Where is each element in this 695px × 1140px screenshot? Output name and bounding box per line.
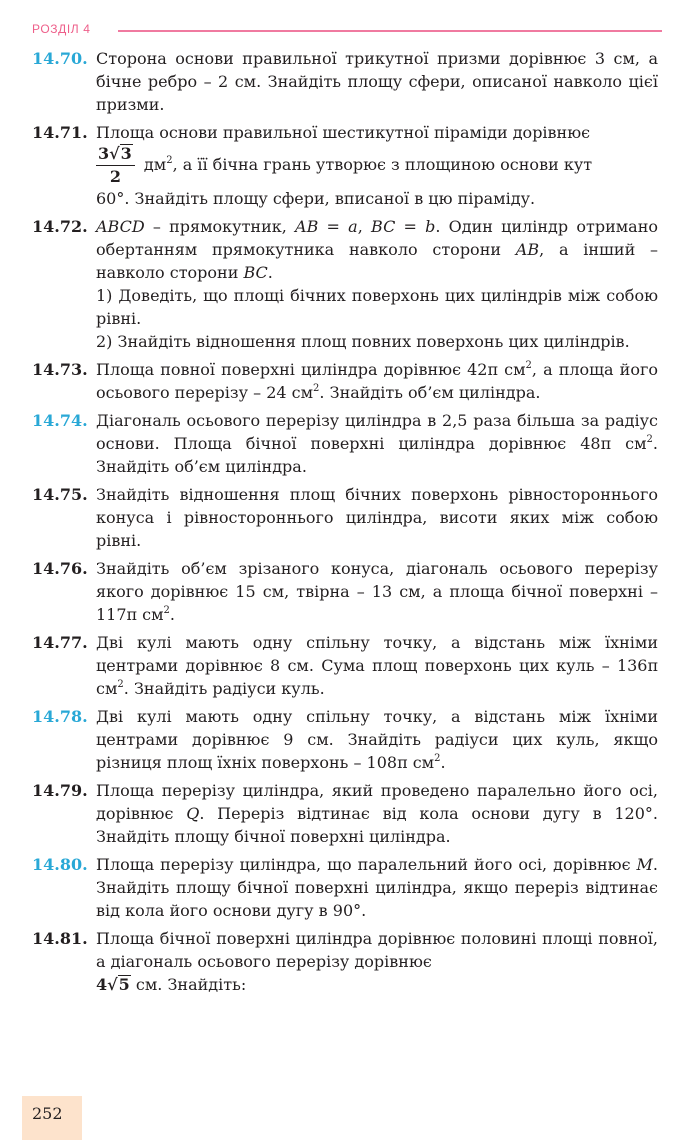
problem-14-80	[32, 853, 658, 922]
problem-number: 14.77.	[32, 633, 88, 652]
problem-text: Площа повної поверхні циліндра дорівнює 42π $см^2$, а площа його осьового перерізу – 24 $см^2$. Знайдіть об’єм циліндра.	[96, 359, 658, 402]
header-rule	[118, 30, 662, 32]
problem-text: Сторона основи правильної трикутної призми дорівнює 3 см, а бічне ребро – 2 см. Знайдіть площу сфери, описаної навколо цієї призми.	[96, 49, 658, 114]
problem-text: Площа перерізу циліндра, який проведено паралельно його осі, дорівнює Q. Переріз відтинає від кола основи дугу в 120°. Знайдіть площу бічної поверхні циліндра.	[96, 781, 659, 846]
problem-text: Діагональ осьового перерізу циліндра в 2,5 раза більша за радіус основи. Площа бічної поверхні циліндра дорівнює 48π $см^2$. Знайдіть об’єм циліндра.	[96, 411, 658, 476]
problem-number: 14.78.	[32, 707, 88, 726]
sub-item: 2) Знайдіть відношення площ повних поверхонь цих циліндрів.	[96, 332, 630, 351]
problem-number: 14.81.	[32, 929, 88, 948]
problem-14-78	[32, 705, 658, 774]
problem-number: 14.70.	[32, 49, 88, 68]
problem-number: 14.73.	[32, 360, 88, 379]
page-header	[32, 20, 662, 40]
problem-14-70	[32, 47, 658, 116]
problem-text: Площа бічної поверхні циліндра дорівнює половині площі повної, а діагональ осьового перерізу дорівнює 4√5 см. Знайдіть:	[96, 929, 658, 994]
problem-text: Площа перерізу циліндра, що паралельний його осі, дорівнює M. Знайдіть площу бічної поверхні циліндра, якщо переріз відтинає від кола його основи дугу в 90°.	[96, 855, 658, 920]
sub-item: 1) Доведіть, що площі бічних поверхонь цих циліндрів між собою рівні.	[96, 286, 658, 328]
radical-expression: 4√5	[96, 975, 130, 994]
problem-number: 14.79.	[32, 781, 88, 800]
problem-text: Дві кулі мають одну спільну точку, а відстань між їхніми центрами дорівнює 9 см. Знайдіть радіуси цих куль, якщо різниця площ їхніх поверхонь – 108π $см^2$.	[96, 707, 658, 772]
problem-text: Площа основи правильної шестикутної піраміди дорівнює $\frac{3√3}{2}$ $дм^2$, а її бічна грань утворює з площиною основи кут 60°. Знайдіть площу сфери, вписаної в цю піраміду.	[96, 123, 593, 208]
section-label: РОЗДІЛ 4	[32, 22, 91, 36]
problem-number: 14.75.	[32, 485, 88, 504]
problem-14-77	[32, 631, 658, 700]
problem-14-79	[32, 779, 658, 848]
problem-14-71	[32, 121, 658, 210]
fraction: $\frac{3√3}{2}$	[96, 144, 135, 187]
problem-text: ABCD – прямокутник, AB = a, BC = b. Один циліндр отримано обертанням прямокутника навколо сторони AB, а інший – навколо сторони BC. 1) Доведіть, що площі бічних поверхонь цих циліндрів між собою рівні. 2) Знайдіть відношення площ повних поверхонь цих циліндрів.	[96, 217, 659, 351]
problem-14-75	[32, 483, 658, 552]
problem-number: 14.71.	[32, 123, 88, 142]
problem-number: 14.76.	[32, 559, 88, 578]
page-number-box	[22, 1096, 82, 1140]
problem-14-81	[32, 927, 658, 996]
problem-text: Дві кулі мають одну спільну точку, а відстань між їхніми центрами дорівнює 8 см. Сума площ поверхонь цих куль – 136π $см^2$. Знайдіть радіуси куль.	[96, 633, 658, 698]
problem-number: 14.72.	[32, 217, 88, 236]
problem-number: 14.80.	[32, 855, 88, 874]
problem-14-74	[32, 409, 658, 478]
problem-text: Знайдіть відношення площ бічних поверхонь рівностороннього конуса і рівностороннього циліндра, висоти яких між собою рівні.	[96, 485, 658, 550]
problem-14-72	[32, 215, 658, 353]
problem-text: Знайдіть об’єм зрізаного конуса, діагональ осьового перерізу якого дорівнює 15 см, твірна – 13 см, а площа бічної поверхні – 117π $см^2$.	[96, 559, 658, 624]
problem-list	[32, 47, 658, 1001]
problem-14-76	[32, 557, 658, 626]
problem-14-73	[32, 358, 658, 404]
page-number: 252	[32, 1104, 63, 1123]
problem-number: 14.74.	[32, 411, 88, 430]
